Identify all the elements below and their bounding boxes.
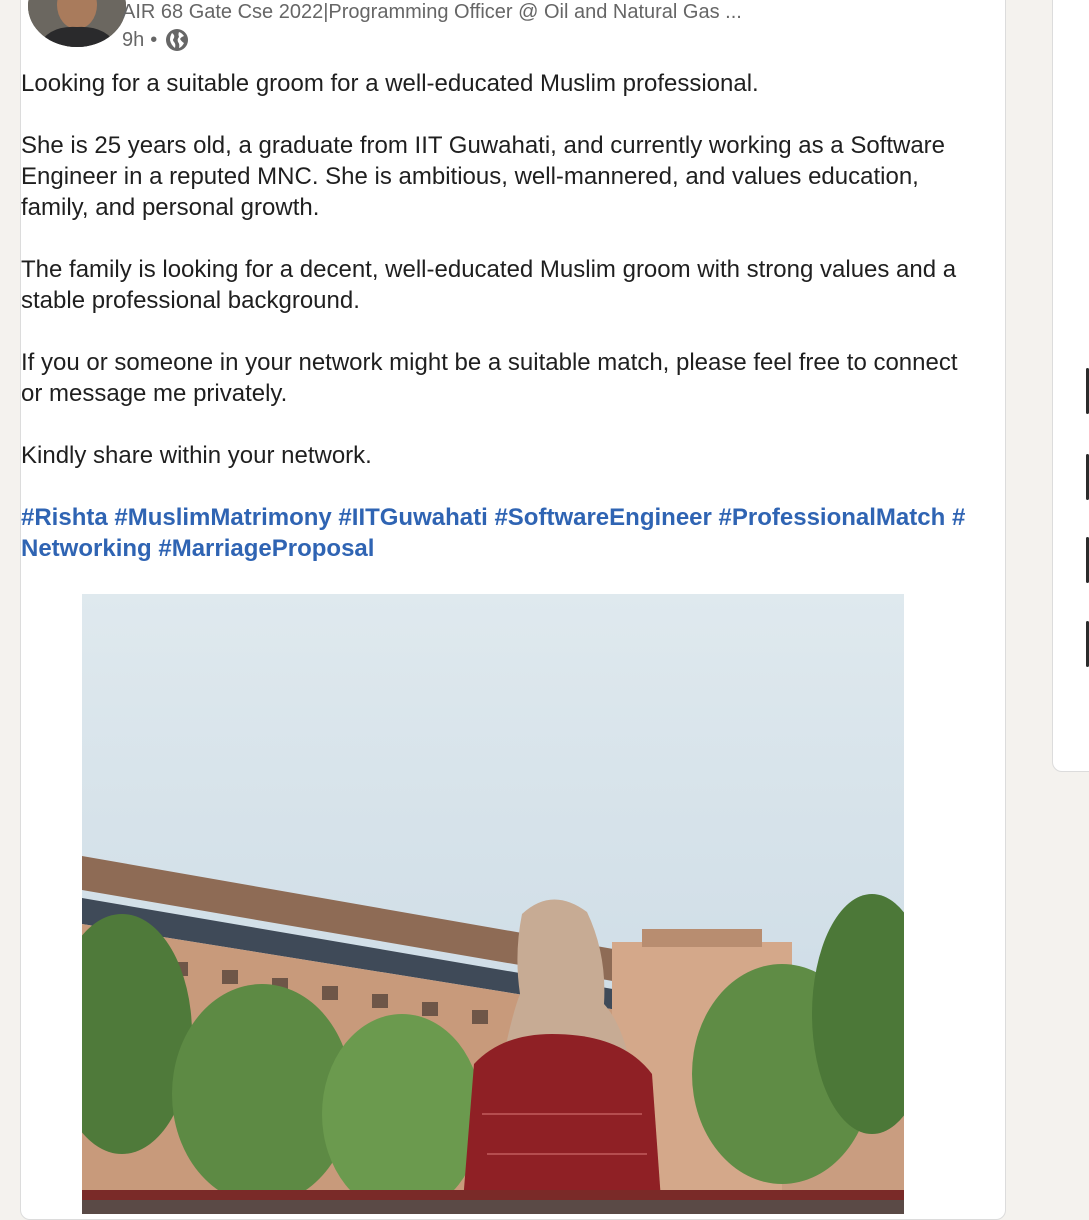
post-paragraph: If you or someone in your network might be a suitable match, please feel free to connect or message me privately. — [21, 349, 958, 407]
hashtag-link[interactable]: #MuslimMatrimony — [114, 504, 332, 531]
hashtag-link[interactable]: #MarriageProposal — [158, 535, 375, 562]
hashtag-list — [21, 502, 966, 564]
meta-separator: • — [150, 28, 158, 51]
author-headline[interactable]: AIR 68 Gate Cse 2022|Programming Officer @ Oil and Natural Gas ... — [122, 1, 742, 23]
post-image[interactable] — [82, 594, 904, 1214]
post-timestamp: 9h — [122, 28, 145, 51]
hashtag-link[interactable]: #Rishta — [21, 504, 108, 531]
post-paragraph: Looking for a suitable groom for a well-educated Muslim professional. — [21, 70, 759, 97]
post-paragraph: Kindly share within your network. — [21, 442, 372, 469]
post-paragraph: The family is looking for a decent, well-educated Muslim groom with strong values and a stable professional background. — [21, 256, 957, 314]
post-meta — [122, 28, 189, 52]
globe-icon — [165, 28, 189, 52]
right-sidebar-panel — [1052, 0, 1089, 772]
post-body — [21, 68, 966, 595]
hashtag-link[interactable]: #IITGuwahati — [338, 504, 488, 531]
post-paragraph: She is 25 years old, a graduate from IIT Guwahati, and currently working as a Software Engineer in a reputed MNC. She is ambitious, well-mannered, and values education, family, and personal growth. — [21, 132, 946, 221]
hashtag-link[interactable]: #SoftwareEngineer — [494, 504, 712, 531]
hashtag-link[interactable]: #Networking — [21, 504, 966, 562]
hashtag-link[interactable]: #ProfessionalMatch — [718, 504, 946, 531]
